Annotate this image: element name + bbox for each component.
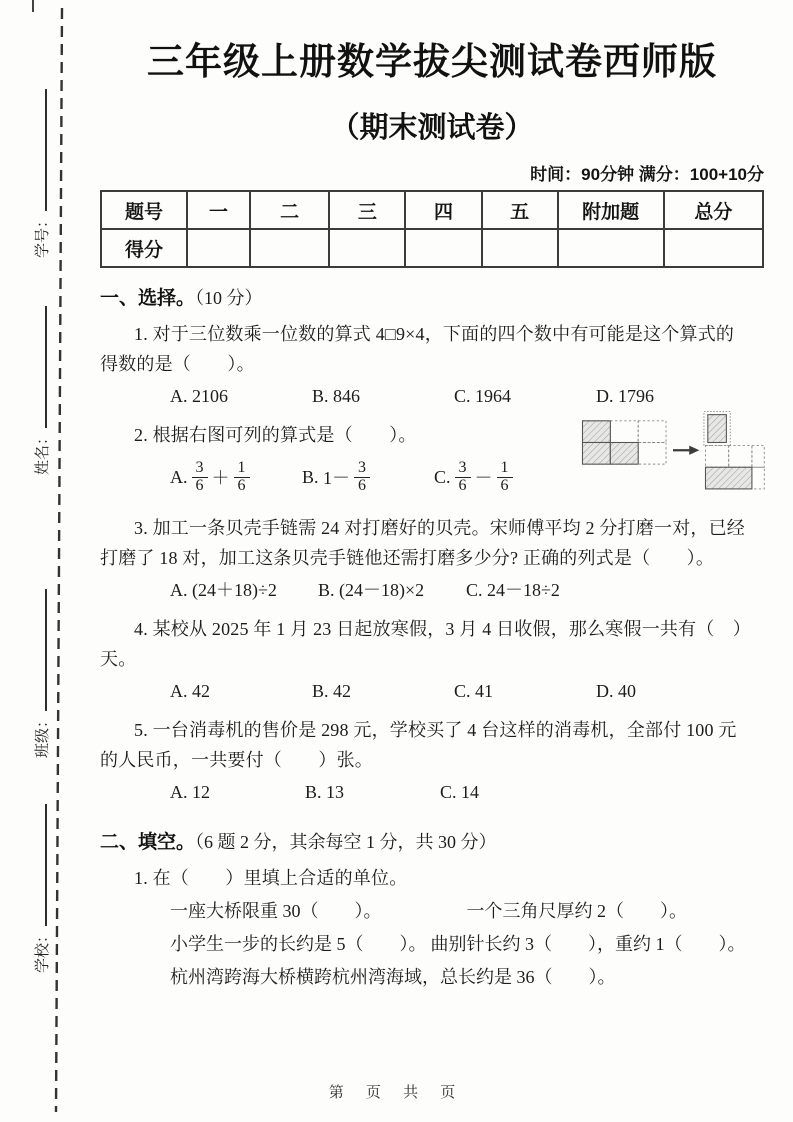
fill-q1-line-2 [100, 929, 764, 959]
fraction: $\frac{3}{6}$ [354, 460, 370, 495]
minuend-text: 1－ [323, 468, 351, 488]
option-a: A. 12 [170, 782, 210, 802]
option-c [434, 460, 566, 495]
score-col-question-no: 题号 [101, 191, 187, 229]
option-b: B. 13 [305, 782, 345, 802]
unit-blank-triangle-ruler: 一个三角尺厚约 2（ ）。 [466, 901, 687, 921]
question-4-line-1: 4. 某校从 2025 年 1 月 23 日起放寒假，3 月 4 日收假，那么寒假一共有（ ） [134, 619, 751, 639]
question-2 [100, 420, 764, 504]
page-subtitle: （期末测试卷） [330, 112, 534, 144]
unit-blank-hangzhou-bridge: 杭州湾跨海大桥横跨杭州湾海域，总长约是 36（ ）。 [170, 967, 616, 987]
page-title: 三年级上册数学拔尖测试卷西师版 [147, 41, 717, 82]
section-heading-fill [100, 827, 764, 854]
section-heading-choice [100, 283, 764, 310]
fraction: $\frac{3}{6}$ [455, 460, 471, 495]
sidebar-field-name [29, 275, 51, 475]
unit-blank-step-length: 小学生一步的长约是 5（ ）。 [170, 934, 427, 954]
paper-content [100, 0, 764, 992]
section-1-title: 一、选择。 [100, 288, 196, 309]
question-1 [100, 319, 764, 411]
option-d: D. 40 [596, 681, 636, 701]
question-4 [100, 614, 764, 706]
school-blank-line [29, 804, 47, 926]
score-cell [664, 229, 763, 267]
fraction-grid-figure [580, 410, 766, 492]
option-a: A. (24＋18)÷2 [170, 580, 277, 600]
fill-question-1 [100, 863, 764, 992]
class-blank-line [29, 589, 47, 711]
option-b: B. 846 [312, 386, 361, 406]
fraction: $\frac{3}{6}$ [192, 460, 208, 495]
score-cell [482, 229, 558, 267]
page-footer: 第 页 共 页 [328, 1084, 465, 1101]
figure-lifted-piece [708, 415, 727, 443]
section-1-points: （10 分） [195, 288, 263, 308]
option-c: C. 14 [440, 782, 480, 802]
option-a-label: A. [170, 466, 188, 487]
option-a: A. 2106 [170, 386, 228, 406]
question-4-options [100, 676, 764, 706]
score-cell [250, 229, 329, 267]
option-b: B. 42 [312, 681, 352, 701]
question-4-line-2: 天。 [100, 649, 137, 669]
arrow-icon [673, 446, 699, 455]
question-3-line-2: 打磨了 18 对，加工这条贝壳手链他还需打磨多少分? 正确的列式是（ ）。 [100, 548, 715, 568]
score-col-extra: 附加题 [558, 191, 664, 229]
option-d: D. 1796 [596, 386, 654, 406]
unit-blank-paperclip: 曲别针长约 3（ ），重约 1（ ）。 [430, 934, 746, 954]
option-c: C. 41 [454, 681, 494, 701]
class-label: 班级： [34, 712, 51, 758]
score-cell [405, 229, 481, 267]
question-1-options [100, 381, 764, 411]
option-b-label: B. [302, 466, 319, 487]
option-c: C. 24－18÷2 [466, 580, 560, 600]
minus-operator: － [474, 468, 493, 488]
name-blank-line [29, 306, 47, 428]
section-2-points: （6 题 2 分，其余每空 1 分，共 30 分） [195, 832, 497, 852]
score-col-2: 二 [250, 191, 329, 229]
exam-time-score-info: 时间：90分钟 满分：100+10分 [530, 165, 764, 184]
fraction: $\frac{1}{6}$ [234, 460, 250, 495]
figure-right-shaded-block [705, 467, 751, 489]
sidebar-field-school [29, 773, 51, 973]
question-5 [100, 715, 764, 807]
option-c-label: C. [434, 466, 451, 487]
score-col-5: 五 [482, 191, 558, 229]
score-col-1: 一 [187, 191, 250, 229]
student-id-blank-line [29, 89, 47, 211]
score-cell [558, 229, 664, 267]
score-col-total: 总分 [664, 191, 763, 229]
question-1-line-2: 得数的是（ ）。 [100, 354, 255, 374]
question-5-options [100, 777, 764, 807]
fill-q1-line-1 [100, 896, 764, 926]
score-table [100, 190, 764, 268]
school-label: 学校： [34, 927, 51, 973]
option-b: B. (24－18)×2 [318, 580, 425, 600]
score-cell [187, 229, 250, 267]
score-col-3: 三 [329, 191, 405, 229]
score-table-header-row [101, 191, 763, 229]
question-5-line-1: 5. 一台消毒机的售价是 298 元，学校买了 4 台这样的消毒机，全部付 100 元 [134, 720, 737, 740]
question-1-line-1: 1. 对于三位数乘一位数的算式 4□9×4，下面的四个数中有可能是这个算式的 [134, 324, 735, 344]
option-a [170, 460, 302, 495]
fill-q1-stem: 1. 在（ ）里填上合适的单位。 [134, 868, 408, 888]
score-col-4: 四 [405, 191, 481, 229]
sidebar-field-class [29, 558, 51, 758]
name-label: 姓名： [34, 429, 51, 475]
question-3-options [100, 575, 764, 605]
score-row-label: 得分 [101, 229, 187, 267]
fill-q1-line-3 [100, 962, 764, 992]
student-id-label: 学号： [34, 212, 51, 258]
fraction: $\frac{1}{6}$ [497, 460, 513, 495]
figure-left-shaded-cells [582, 421, 638, 464]
question-5-line-2: 的人民币，一共要付（ ）张。 [100, 750, 373, 770]
plus-operator: ＋ [211, 468, 230, 488]
question-3-line-1: 3. 加工一条贝壳手链需 24 对打磨好的贝壳。宋师傅平均 2 分打磨一对，已经 [134, 518, 745, 538]
section-2-title: 二、填空。 [100, 832, 196, 853]
question-2-stem: 2. 根据右图可列的算式是（ ）。 [134, 425, 417, 445]
option-b [302, 460, 434, 495]
score-cell [329, 229, 405, 267]
option-c: C. 1964 [454, 386, 512, 406]
option-a: A. 42 [170, 681, 210, 701]
score-table-score-row [101, 229, 763, 267]
sidebar-field-student-id [29, 58, 51, 258]
question-3 [100, 513, 764, 605]
unit-blank-bridge-weight: 一座大桥限重 30（ ）。 [170, 901, 382, 921]
